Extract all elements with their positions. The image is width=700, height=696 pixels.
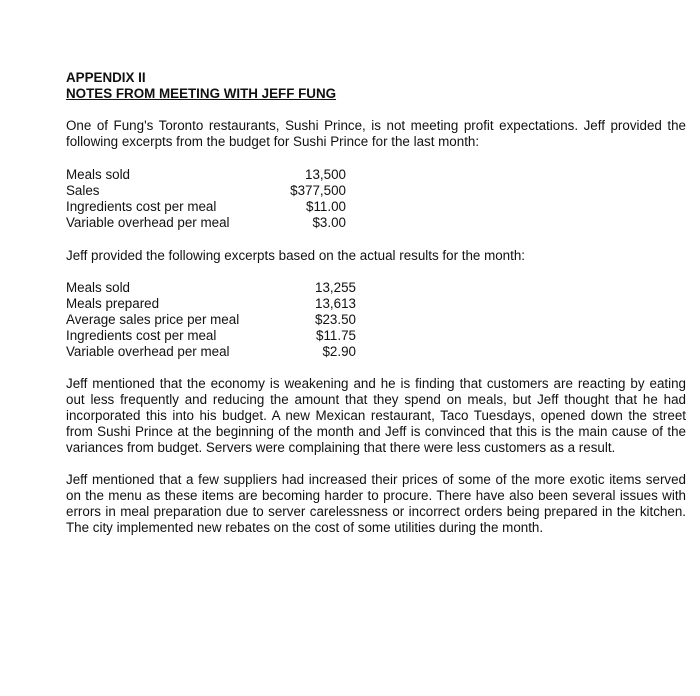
actual-value: $11.75 [316, 328, 356, 343]
budget-value: $377,500 [290, 183, 346, 198]
actual-value: $23.50 [315, 312, 356, 327]
actual-label: Variable overhead per meal [66, 344, 230, 359]
budget-label: Variable overhead per meal [66, 215, 230, 230]
actual-table [66, 280, 686, 360]
document-page [66, 70, 686, 536]
actual-value: $2.90 [322, 344, 356, 359]
actual-value: 13,255 [315, 280, 356, 295]
actual-label: Ingredients cost per meal [66, 328, 217, 343]
actual-intro: Jeff provided the following excerpts based on the actual results for the month: [66, 248, 526, 263]
intro-paragraph: One of Fung's Toronto restaurants, Sushi Prince, is not meeting profit expectations. Jeff provided the following excerpts from the budget for Sushi Prince for the last month: [66, 118, 686, 149]
budget-value: $3.00 [312, 215, 346, 230]
paragraph-suppliers: Jeff mentioned that a few suppliers had increased their prices of some of the more exotic items served on the menu as these items are becoming harder to procure. There have also been several issues with errors in meal preparation due to server carelessness or incorrect orders being prepared in the kitchen. The city implemented new rebates on the cost of some utilities during the month. [66, 472, 686, 535]
paragraph-economy: Jeff mentioned that the economy is weakening and he is finding that customers are reacting by eating out less frequently and reducing the amount that they spend on meals, but Jeff thought that he had incorporated this into his budget. A new Mexican restaurant, Taco Tuesdays, opened down the street from Sushi Prince at the beginning of the month and Jeff is convinced that this is the main cause of the variances from budget. Servers were complaining that there were less customers as a result. [66, 376, 686, 455]
budget-value: $11.00 [306, 199, 346, 214]
budget-table [66, 167, 686, 231]
actual-label: Meals sold [66, 280, 131, 295]
budget-label: Sales [66, 183, 100, 198]
actual-label: Average sales price per meal [66, 312, 240, 327]
budget-value: 13,500 [305, 167, 346, 182]
budget-label: Ingredients cost per meal [66, 199, 217, 214]
appendix-title: APPENDIX II [66, 70, 146, 85]
appendix-subtitle: NOTES FROM MEETING WITH JEFF FUNG [66, 86, 337, 101]
actual-value: 13,613 [315, 296, 356, 311]
actual-label: Meals prepared [66, 296, 160, 311]
budget-label: Meals sold [66, 167, 131, 182]
